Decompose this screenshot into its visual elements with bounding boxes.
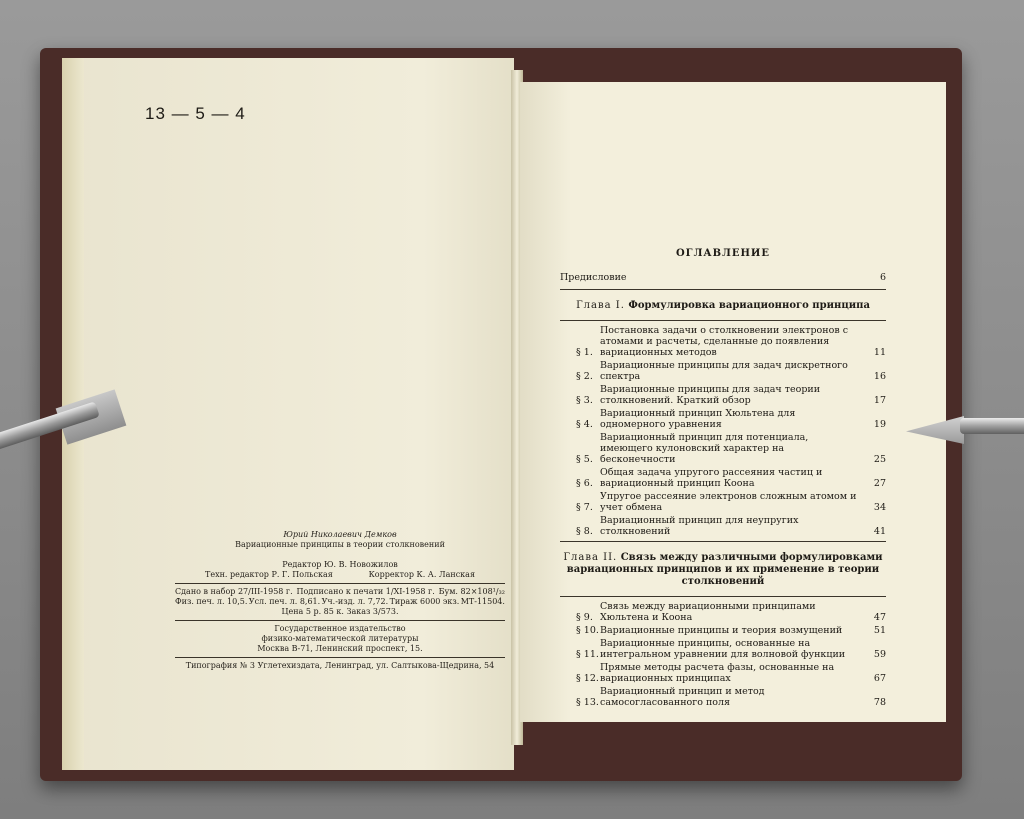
section-page: 51: [873, 625, 886, 636]
section-page: 19: [873, 419, 886, 430]
toc-rule: [560, 289, 886, 290]
toc-section: [576, 408, 886, 430]
section-title: Постановка задачи о столкновении электронов с атомами и расчеты, сделанные до появления вариационных методов: [600, 325, 849, 358]
imprint-publisher1: Государственное издательство: [274, 624, 406, 633]
imprint-line2-right: МТ-11504.: [460, 597, 505, 606]
imprint-block: [175, 530, 505, 671]
toc-section: [576, 686, 886, 708]
table-of-contents: [560, 248, 886, 710]
toc-section: [576, 432, 886, 465]
toc-section: [576, 638, 886, 660]
toc-rule: [560, 541, 886, 542]
section-page: 78: [873, 697, 886, 708]
imprint-line1-mid: Подписано к печати 1/XI-1958 г.: [296, 587, 435, 596]
imprint-line2-mid: Усл. печ. л. 8,61.: [248, 597, 321, 606]
toc-preface: [560, 272, 886, 283]
section-title: Вариационные принципы, основанные на интегральном уравнении для волновой функции: [600, 638, 846, 660]
toc-rule: [560, 596, 886, 597]
section-title: Вариационный принцип для потенциала, имеющего кулоновский характер на бесконечности: [600, 432, 809, 465]
section-number: § 12.: [576, 673, 599, 684]
toc-section: [576, 515, 886, 537]
imprint-book-title: Вариационные принципы в теории столкновений: [235, 540, 445, 549]
imprint-publisher2: физико-математической литературы: [261, 634, 419, 643]
section-title: Вариационный принцип Хюльтена для одномерного уравнения: [600, 408, 796, 430]
toc-section: [576, 360, 886, 382]
toc-chapter-title: Связь между различными формулировками вариационных принципов и их применение в теории столкновений: [566, 552, 883, 587]
section-page: 41: [873, 526, 886, 537]
imprint-editor: Редактор Ю. В. Новожилов: [282, 560, 398, 569]
imprint-line2-mid3: Тираж 6000 экз.: [389, 597, 460, 606]
imprint-line2-mid2: Уч.-изд. л. 7,72.: [321, 597, 389, 606]
section-page: 17: [873, 395, 886, 406]
section-title: Связь между вариационными принципами Хюльтена и Коона: [600, 601, 816, 623]
imprint-divider: [175, 583, 505, 584]
toc-section: [576, 662, 886, 684]
toc-chapter-2: [560, 552, 886, 588]
toc-section: [576, 467, 886, 489]
section-title: Вариационные принципы для задач теории столкновений. Краткий обзор: [600, 384, 821, 406]
section-number: § 5.: [576, 454, 593, 465]
toc-rule: [560, 320, 886, 321]
section-number: § 9.: [576, 612, 593, 623]
imprint-publisher3: Москва В-71, Ленинский проспект, 15.: [257, 644, 423, 653]
imprint-line1-right: Бум. 82×108¹/₃₂: [438, 587, 505, 596]
toc-section: [576, 384, 886, 406]
section-page: 25: [873, 454, 886, 465]
imprint-divider: [175, 620, 505, 621]
imprint-author: Юрий Николаевич Демков: [283, 530, 397, 539]
toc-section: [576, 625, 886, 636]
section-page: 34: [873, 502, 886, 513]
toc-title: ОГЛАВЛЕНИЕ: [675, 248, 771, 259]
print-code: 13 — 5 — 4: [145, 104, 246, 123]
section-page: 47: [873, 612, 886, 623]
toc-chapter-label: Глава II.: [563, 552, 618, 563]
toc-section: [576, 601, 886, 623]
section-number: § 2.: [576, 371, 593, 382]
section-title: Общая задача упругого рассеяния частиц и вариационный принцип Коона: [600, 467, 823, 489]
section-title: Вариационные принципы для задач дискретного спектра: [600, 360, 848, 382]
section-number: § 1.: [576, 347, 593, 358]
section-page: 11: [873, 347, 886, 358]
imprint-tech-editor: Техн. редактор Р. Г. Польская: [205, 570, 333, 579]
toc-preface-page: 6: [879, 272, 886, 283]
section-page: 67: [873, 673, 886, 684]
section-number: § 7.: [576, 502, 593, 513]
section-number: § 6.: [576, 478, 593, 489]
imprint-line2-left: Физ. печ. л. 10,5.: [175, 597, 248, 606]
imprint-proofreader: Корректор К. А. Ланская: [368, 570, 475, 579]
section-title: Вариационный принцип и метод самосогласованного поля: [600, 686, 765, 708]
section-title: Упругое рассеяние электронов сложным атомом и учет обмена: [600, 491, 857, 513]
toc-section: [576, 325, 886, 358]
section-number: § 11.: [576, 649, 599, 660]
section-number: § 13.: [576, 697, 599, 708]
toc-chapter-title: Формулировка вариационного принципа: [628, 300, 870, 311]
section-number: § 4.: [576, 419, 593, 430]
imprint-line1-left: Сдано в набор 27/III-1958 г.: [175, 587, 293, 596]
section-title: Вариационный принцип для неупругих столкновений: [600, 515, 799, 537]
imprint-typography: Типография № 3 Углетехиздата, Ленинград, ул. Салтыкова-Щедрина, 54: [185, 661, 495, 670]
toc-preface-title: Предисловие: [560, 272, 627, 283]
section-title: Прямые методы расчета фазы, основанные на вариационных принципах: [600, 662, 835, 684]
pen-right: [960, 418, 1024, 434]
toc-chapter-label: Глава I.: [576, 300, 625, 311]
section-number: § 10.: [576, 625, 599, 636]
section-page: 59: [873, 649, 886, 660]
section-page: 27: [873, 478, 886, 489]
toc-chapter-1: [560, 300, 886, 312]
section-title: Вариационные принципы и теория возмущений: [600, 625, 843, 636]
toc-section: [576, 491, 886, 513]
imprint-line3: Цена 5 р. 85 к. Заказ 3/573.: [281, 607, 399, 616]
section-page: 16: [873, 371, 886, 382]
imprint-divider: [175, 657, 505, 658]
section-number: § 3.: [576, 395, 593, 406]
section-number: § 8.: [576, 526, 593, 537]
